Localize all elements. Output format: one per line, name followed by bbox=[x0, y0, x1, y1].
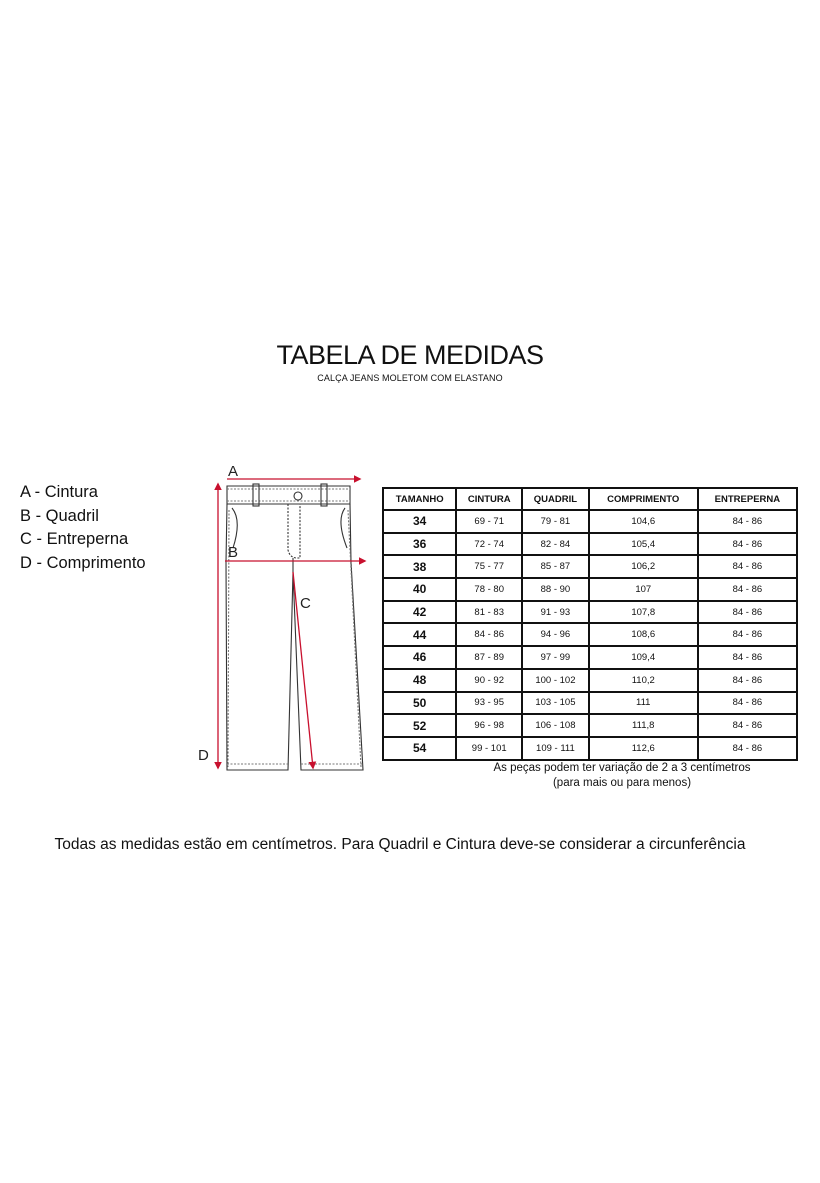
cell-waist: 87 - 89 bbox=[456, 646, 522, 669]
cell-inseam: 84 - 86 bbox=[698, 601, 797, 624]
cell-waist: 93 - 95 bbox=[456, 692, 522, 715]
table-header-row bbox=[383, 488, 797, 510]
cell-inseam: 84 - 86 bbox=[698, 692, 797, 715]
cell-size: 54 bbox=[383, 737, 456, 760]
variation-note-line: (para mais ou para menos) bbox=[552, 777, 692, 789]
legend-item-length: D - Comprimento bbox=[20, 553, 146, 572]
pants-diagram bbox=[190, 462, 375, 782]
cell-hip: 91 - 93 bbox=[522, 601, 589, 624]
cell-size: 44 bbox=[383, 623, 456, 646]
cell-size: 48 bbox=[383, 669, 456, 692]
variation-note bbox=[450, 761, 794, 791]
cell-size: 38 bbox=[383, 555, 456, 578]
cell-hip: 106 - 108 bbox=[522, 714, 589, 737]
header-waist: CINTURA bbox=[456, 488, 522, 510]
size-table bbox=[382, 487, 798, 761]
cell-inseam: 84 - 86 bbox=[698, 578, 797, 601]
header-inseam: ENTREPERNA bbox=[698, 488, 797, 510]
variation-note-line: As peças podem ter variação de 2 a 3 centímetros bbox=[493, 762, 751, 774]
cell-hip: 85 - 87 bbox=[522, 555, 589, 578]
measurement-legend bbox=[20, 481, 146, 575]
label-b: B bbox=[228, 544, 239, 561]
cell-size: 36 bbox=[383, 533, 456, 556]
table-row bbox=[383, 714, 797, 737]
table-row bbox=[383, 555, 797, 578]
cell-hip: 88 - 90 bbox=[522, 578, 589, 601]
cell-hip: 97 - 99 bbox=[522, 646, 589, 669]
cell-inseam: 84 - 86 bbox=[698, 510, 797, 533]
cell-inseam: 84 - 86 bbox=[698, 555, 797, 578]
cell-waist: 69 - 71 bbox=[456, 510, 522, 533]
cell-length: 110,2 bbox=[589, 669, 698, 692]
cell-length: 107 bbox=[589, 578, 698, 601]
cell-hip: 82 - 84 bbox=[522, 533, 589, 556]
cell-waist: 72 - 74 bbox=[456, 533, 522, 556]
cell-size: 52 bbox=[383, 714, 456, 737]
label-a: A bbox=[228, 463, 239, 480]
table-row bbox=[383, 533, 797, 556]
cell-waist: 96 - 98 bbox=[456, 714, 522, 737]
cell-hip: 100 - 102 bbox=[522, 669, 589, 692]
cell-waist: 75 - 77 bbox=[456, 555, 522, 578]
cell-size: 42 bbox=[383, 601, 456, 624]
cell-hip: 94 - 96 bbox=[522, 623, 589, 646]
header-hip: QUADRIL bbox=[522, 488, 589, 510]
page-subtitle: CALÇA JEANS MOLETOM COM ELASTANO bbox=[317, 373, 503, 383]
cell-inseam: 84 - 86 bbox=[698, 646, 797, 669]
table-row bbox=[383, 601, 797, 624]
cell-size: 34 bbox=[383, 510, 456, 533]
cell-inseam: 84 - 86 bbox=[698, 533, 797, 556]
cell-size: 46 bbox=[383, 646, 456, 669]
table-row bbox=[383, 692, 797, 715]
header-length: COMPRIMENTO bbox=[589, 488, 698, 510]
cell-length: 104,6 bbox=[589, 510, 698, 533]
pants-outline-icon bbox=[226, 484, 363, 770]
cell-length: 105,4 bbox=[589, 533, 698, 556]
cell-length: 111 bbox=[589, 692, 698, 715]
header-size: TAMANHO bbox=[383, 488, 456, 510]
table-row bbox=[383, 578, 797, 601]
cell-length: 112,6 bbox=[589, 737, 698, 760]
table-row bbox=[383, 737, 797, 760]
table-row bbox=[383, 646, 797, 669]
cell-size: 40 bbox=[383, 578, 456, 601]
footer-text: Todas as medidas estão em centímetros. Para Quadril e Cintura deve-se considerar a circunferência bbox=[54, 836, 746, 853]
legend-item-waist: A - Cintura bbox=[20, 483, 98, 501]
page-title: TABELA DE MEDIDAS bbox=[276, 340, 544, 370]
cell-length: 108,6 bbox=[589, 623, 698, 646]
cell-length: 106,2 bbox=[589, 555, 698, 578]
label-d: D bbox=[198, 747, 209, 764]
table-row bbox=[383, 669, 797, 692]
cell-length: 107,8 bbox=[589, 601, 698, 624]
table-row bbox=[383, 623, 797, 646]
legend-item-hip: B - Quadril bbox=[20, 506, 99, 525]
cell-inseam: 84 - 86 bbox=[698, 737, 797, 760]
cell-inseam: 84 - 86 bbox=[698, 623, 797, 646]
cell-hip: 79 - 81 bbox=[522, 510, 589, 533]
cell-size: 50 bbox=[383, 692, 456, 715]
cell-inseam: 84 - 86 bbox=[698, 714, 797, 737]
cell-waist: 90 - 92 bbox=[456, 669, 522, 692]
table-row bbox=[383, 510, 797, 533]
cell-waist: 78 - 80 bbox=[456, 578, 522, 601]
cell-waist: 81 - 83 bbox=[456, 601, 522, 624]
cell-inseam: 84 - 86 bbox=[698, 669, 797, 692]
cell-hip: 103 - 105 bbox=[522, 692, 589, 715]
legend-item-inseam: C - Entreperna bbox=[20, 530, 129, 548]
label-c: C bbox=[300, 595, 311, 612]
cell-waist: 84 - 86 bbox=[456, 623, 522, 646]
button-icon bbox=[294, 492, 302, 500]
cell-length: 109,4 bbox=[589, 646, 698, 669]
cell-hip: 109 - 111 bbox=[522, 737, 589, 760]
cell-waist: 99 - 101 bbox=[456, 737, 522, 760]
cell-length: 111,8 bbox=[589, 714, 698, 737]
